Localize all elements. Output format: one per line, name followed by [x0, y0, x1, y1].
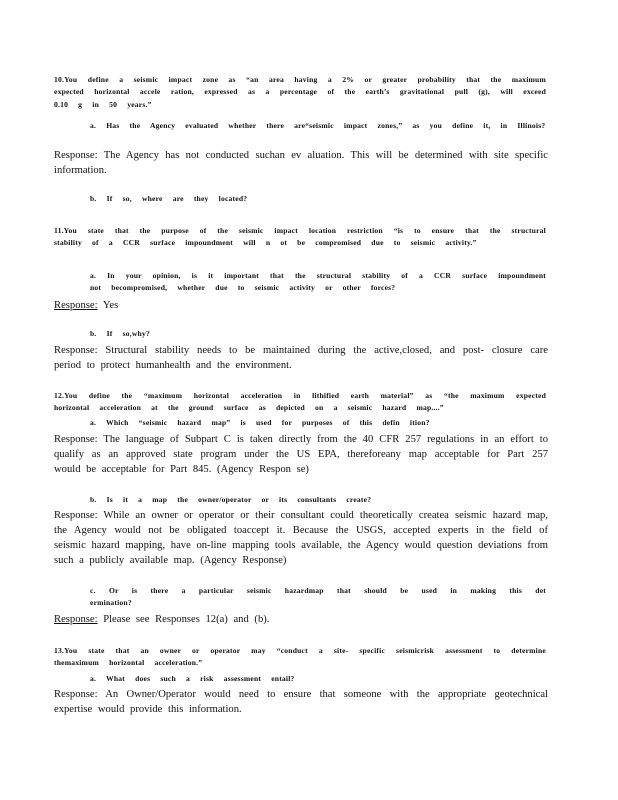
response-text: Yes: [97, 300, 119, 311]
response-10a: Response: The Agency has not conducted suchan ev aluation. This will be determined with site specific information.: [54, 150, 554, 176]
question-13a: a. What does such a risk assessment entail?: [90, 674, 295, 683]
question-11a: a. In your opinion, is it important that the structural stability of a CCR surface impoundment not becompromised, whether due to seismic activity or other forces?: [90, 271, 557, 293]
question-12c: c. Or is there a particular seismic hazardmap that should be used in making this det ermination?: [90, 586, 557, 608]
response-12c: [54, 612, 548, 627]
question-12a: a. Which “seismic hazard map” is used for purposes of this defin ition?: [90, 418, 430, 427]
question-12b: b. Is it a map the owner/operator or its consultants create?: [90, 495, 372, 504]
question-10: 10.You define a seismic impact zone as “an area having a 2% or greater probability that the maximum expected horizontal accele ration, expressed as a percentage of the earth’s gravitational pull (g), will exceed 0.10 g in 50 years.”: [54, 75, 557, 109]
question-10b: b. If so, where are they located?: [90, 194, 248, 203]
question-10a: a. Has the Agency evaluated whether there are“seismic impact zones,” as you define it, in Illinois?: [90, 121, 546, 130]
response-12a: Response: The language of Subpart C is taken directly from the 40 CFR 257 regulations in an effort to qualify as an approved state program under the US EPA, thereforeany map acceptable for Part 257 would be acceptable for Part 845. (Agency Respon se): [54, 434, 554, 475]
question-11: 11.You state that the purpose of the seismic impact location restriction “is to ensure that the structural stability of a CCR surface impoundment will n ot be compromised due to seismic activity.”: [54, 226, 557, 248]
response-text: Please see Responses 12(a) and (b).: [97, 614, 270, 625]
response-11a: [54, 298, 548, 313]
question-12: 12.You define the “maximum horizontal acceleration in lithified earth material” as “the maximum expected horizontal acceleration at the ground surface as depicted on a seismic hazard map....”: [54, 391, 557, 413]
response-12b: Response: While an owner or operator or their consultant could theoretically createa seismic hazard map, the Agency would not be obligated toaccept it. Because the USGS, accepted experts in the field of seismic hazard mapping, have on-line mapping tools available, the Agency would question deviations from such a publicly available map. (Agency Response): [54, 510, 554, 566]
response-11b: Response: Structural stability needs to be maintained during the active,closed, and post- closure care period to protect humanhealth and the environment.: [54, 345, 554, 371]
question-11b: b. If so,why?: [90, 329, 150, 338]
response-label: Response:: [54, 614, 98, 625]
response-13a: Response: An Owner/Operator would need to ensure that someone with the appropriate geotechnical expertise would provide this information.: [54, 689, 554, 715]
question-13: 13.You state that an owner or operator may “conduct a site- specific seismicrisk assessment to determine themaximum horizontal acceleration.”: [54, 646, 557, 668]
response-label: Response:: [54, 300, 98, 311]
